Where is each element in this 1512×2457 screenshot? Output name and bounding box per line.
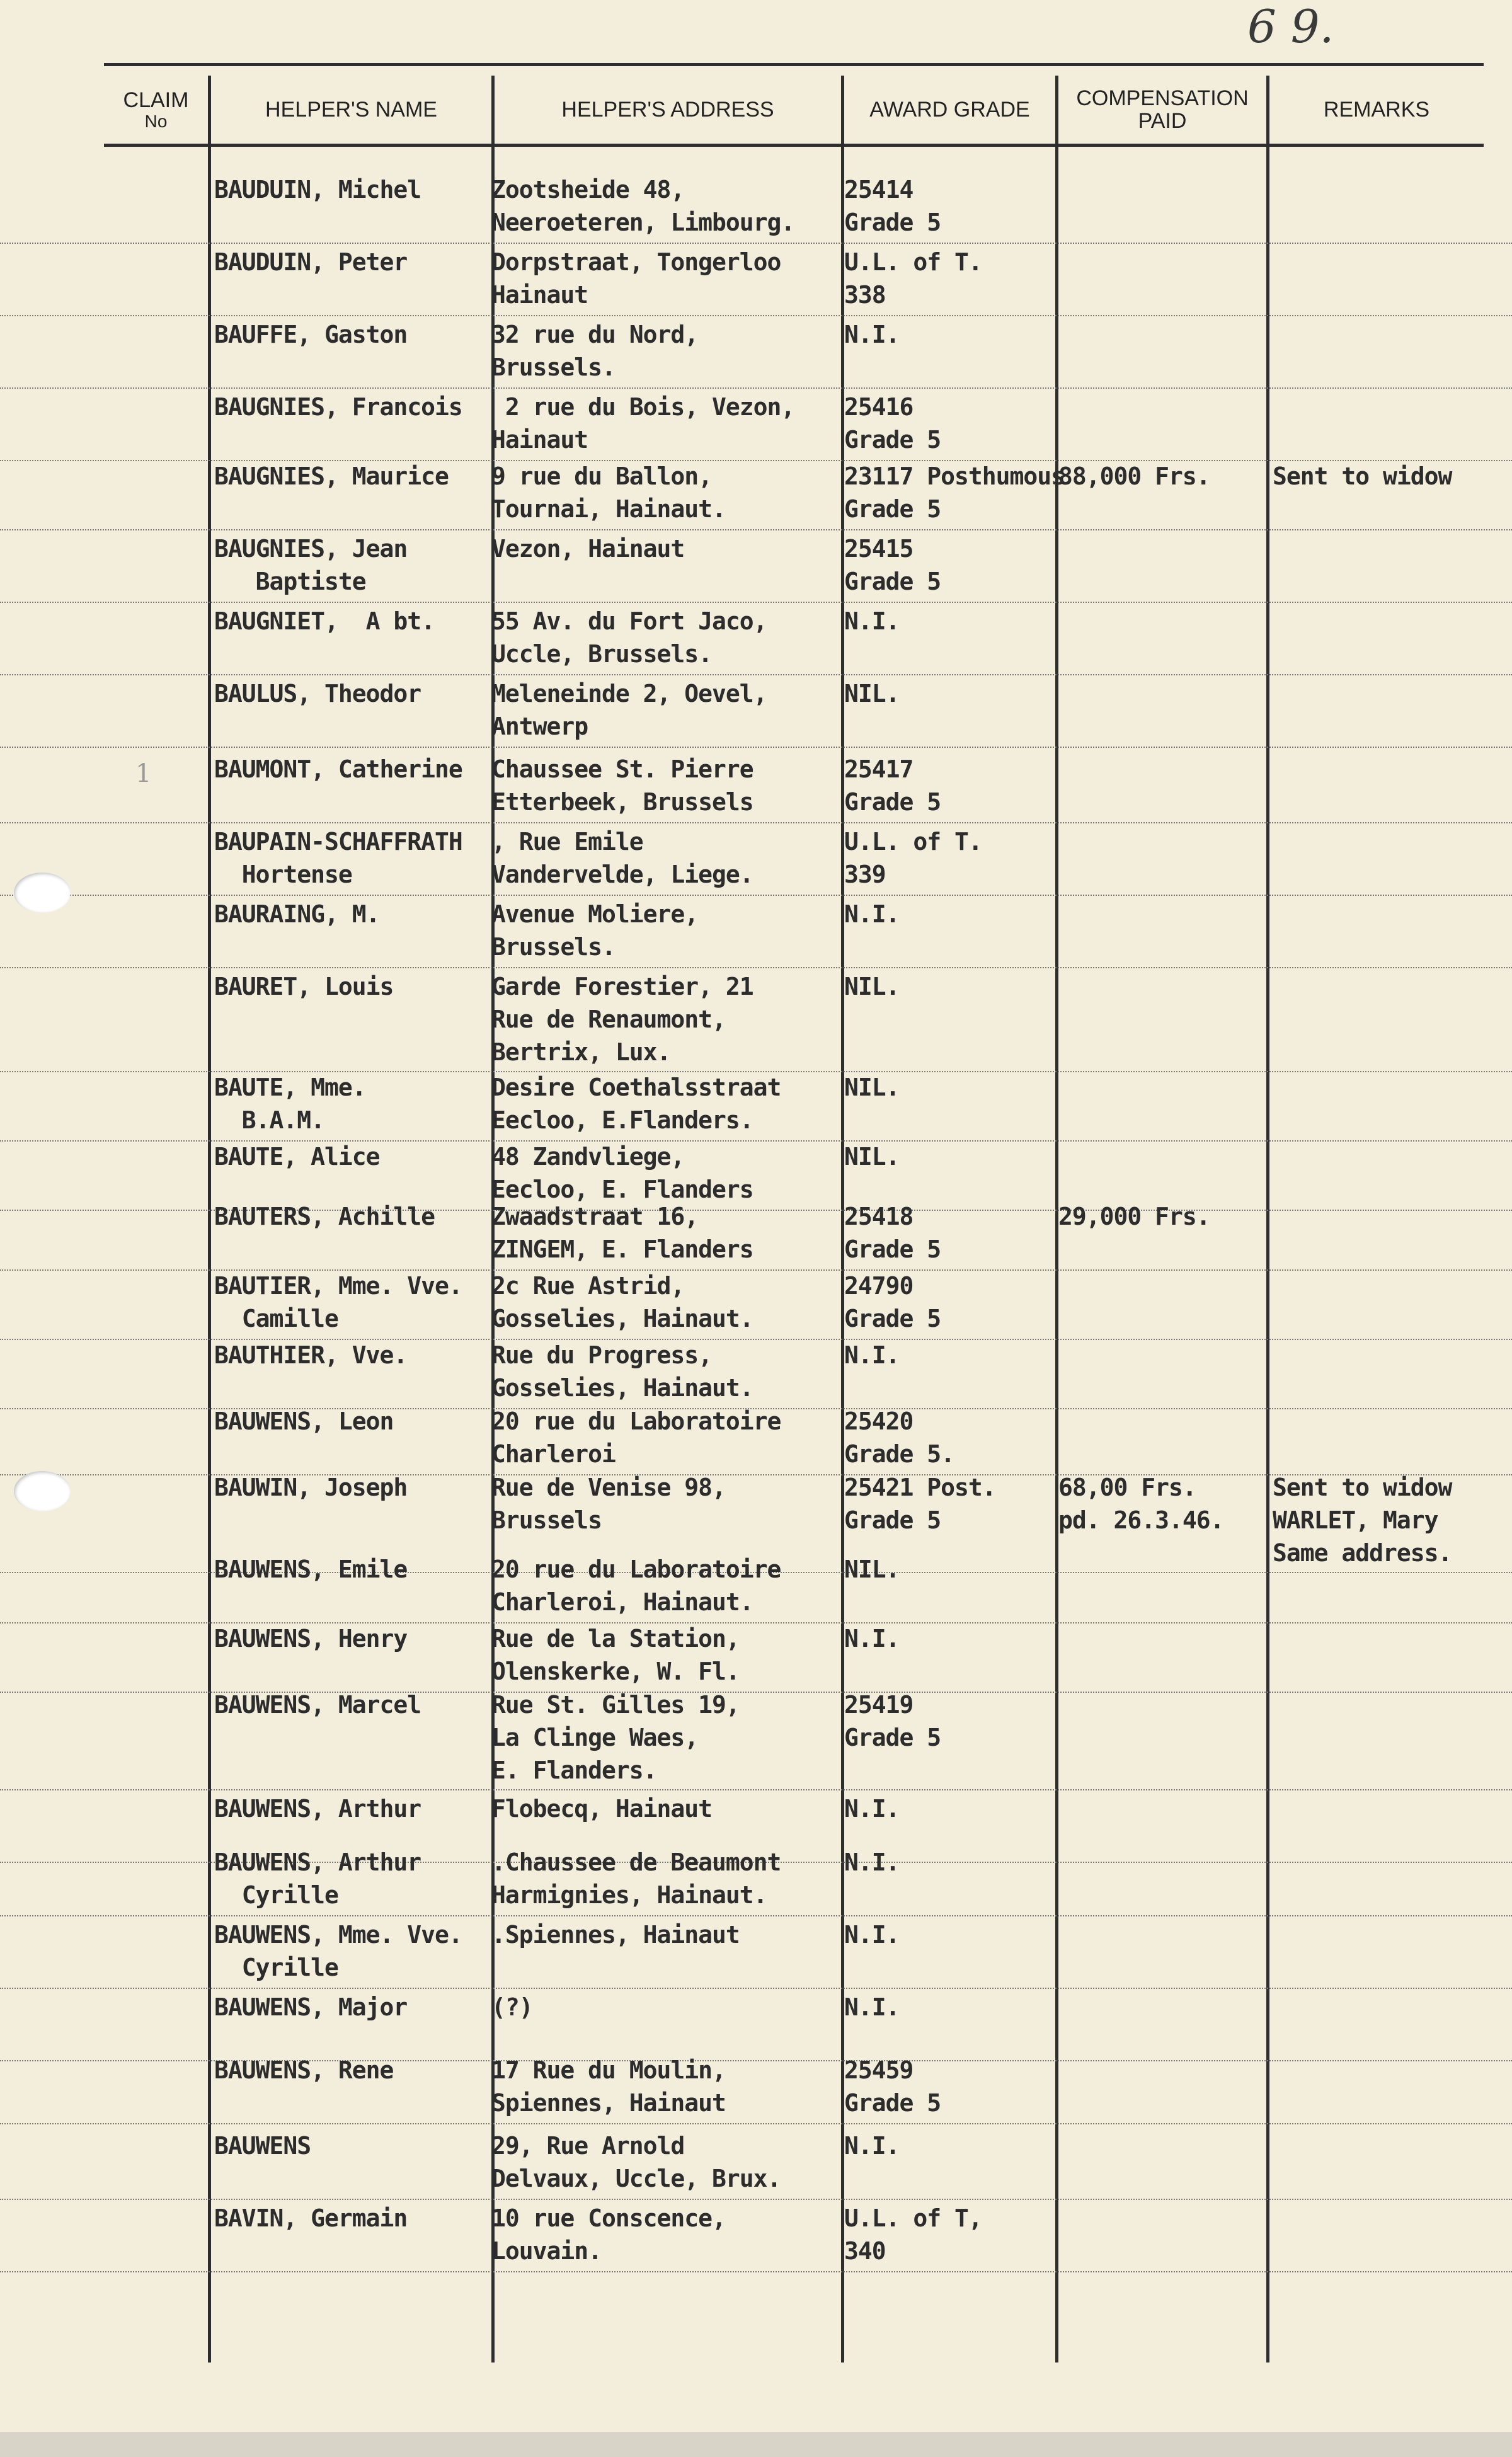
compensation-paid-line: pd. 26.3.46. [1058, 1506, 1224, 1534]
table-row [0, 1688, 1512, 1790]
header-claim-no: CLAIM No [123, 88, 189, 132]
helper-address-line: 17 Rue du Moulin, [491, 2056, 726, 2084]
helper-name-line: Cyrille [214, 1954, 338, 1981]
award-grade-line: 25419 [844, 1691, 914, 1719]
helper-address-line: 32 rue du Nord, [491, 321, 699, 348]
award-grade-cell [844, 1071, 1052, 1104]
award-grade-cell [844, 1622, 1052, 1655]
helper-name-cell [214, 1405, 485, 1438]
helper-address-cell [491, 1991, 844, 2024]
helper-name-line: BAVIN, Germain [214, 2204, 408, 2232]
table-row [0, 1071, 1512, 1142]
compensation-paid-line: 68,00 Frs. [1058, 1474, 1196, 1501]
helper-name-cell [214, 970, 485, 1003]
helper-address-line: Meleneinde 2, Oevel, [491, 680, 767, 707]
helper-name-line: BAUWIN, Joseph [214, 1474, 408, 1501]
header-helper-address: HELPER'S ADDRESS [561, 98, 774, 122]
helper-address-line: Desire Coethalsstraat [491, 1074, 781, 1101]
helper-name-line: BAUWENS, Mme. Vve. [214, 1921, 462, 1949]
award-grade-line: 339 [844, 861, 886, 888]
helper-name-cell [214, 318, 485, 351]
helper-address-cell [491, 173, 844, 239]
helper-name-line: BAUGNIES, Jean [214, 535, 408, 563]
table-row [0, 318, 1512, 389]
award-grade-line: Grade 5 [844, 2089, 941, 2117]
helper-name-line: Cyrille [214, 1881, 338, 1909]
helper-name-cell [214, 677, 485, 710]
compensation-paid-line: 29,000 Frs. [1058, 1203, 1210, 1230]
award-grade-cell [844, 1918, 1052, 1951]
helper-address-line: Charleroi, Hainaut. [491, 1588, 753, 1616]
award-grade-cell [844, 318, 1052, 351]
helper-name-line: BAUTE, Mme. [214, 1074, 366, 1101]
header-compensation-paid: COMPENSATION PAID [1076, 86, 1249, 133]
helper-name-line: B.A.M. [214, 1106, 325, 1134]
award-grade-cell [844, 2054, 1052, 2119]
helper-address-line: Hainaut [491, 281, 588, 309]
helper-address-cell [491, 1918, 844, 1951]
helper-address-line: Antwerp [491, 713, 588, 740]
award-grade-cell [844, 2129, 1052, 2162]
helper-name-cell [214, 391, 485, 423]
award-grade-cell [844, 1553, 1052, 1586]
award-grade-line: 23117 Posthumous [844, 462, 1065, 490]
helper-address-line: Louvain. [491, 2237, 602, 2265]
remarks-line: Sent to widow [1273, 462, 1452, 490]
helper-name-line: BAUWENS, Arthur [214, 1795, 421, 1823]
compensation-paid-cell [1058, 1471, 1266, 1537]
helper-name-line: BAULUS, Theodor [214, 680, 421, 707]
helper-address-line: Garde Forestier, 21 [491, 973, 753, 1000]
pencil-mark: 1 [135, 759, 152, 788]
award-grade-line: U.L. of T, [844, 2204, 982, 2232]
helper-name-cell [214, 1339, 485, 1372]
award-grade-cell [844, 1991, 1052, 2024]
award-grade-cell [844, 1846, 1052, 1879]
helper-name-cell [214, 1200, 485, 1233]
award-grade-line: N.I. [844, 1625, 900, 1652]
table-row [0, 1200, 1512, 1271]
helper-name-cell [214, 1991, 485, 2024]
compensation-paid-cell [1058, 1200, 1266, 1233]
table-row [0, 753, 1512, 823]
award-grade-cell [844, 970, 1052, 1003]
helper-address-cell [491, 1339, 844, 1404]
helper-name-line: BAUWENS, Rene [214, 2056, 394, 2084]
helper-address-cell [491, 2054, 844, 2119]
helper-name-line: BAUWENS, Leon [214, 1407, 394, 1435]
helper-name-cell [214, 460, 485, 493]
award-grade-line: Grade 5. [844, 1440, 955, 1468]
header-award-grade: AWARD GRADE [869, 98, 1030, 122]
award-grade-cell [844, 605, 1052, 638]
table-row [0, 825, 1512, 896]
helper-name-line: BAUTHIER, Vve. [214, 1341, 408, 1369]
award-grade-cell [844, 391, 1052, 456]
helper-address-line: Eecloo, E. Flanders [491, 1176, 753, 1203]
remarks-line: WARLET, Mary [1273, 1506, 1438, 1534]
helper-address-cell [491, 1622, 844, 1688]
helper-name-cell [214, 753, 485, 786]
table-row [0, 2202, 1512, 2272]
helper-address-line: Charleroi [491, 1440, 616, 1468]
helper-name-line: BAUMONT, Catherine [214, 755, 462, 783]
helper-address-line: 20 rue du Laboratoire [491, 1407, 781, 1435]
helper-address-line: Eecloo, E.Flanders. [491, 1106, 753, 1134]
helper-name-line: BAUPAIN-SCHAFFRATH [214, 828, 462, 856]
helper-address-line: Vezon, Hainaut [491, 535, 685, 563]
award-grade-cell [844, 1269, 1052, 1335]
award-grade-cell [844, 677, 1052, 710]
table-row [0, 970, 1512, 1072]
table-row [0, 1991, 1512, 2061]
helper-address-cell [491, 318, 844, 384]
helper-address-cell [491, 677, 844, 743]
helper-address-line: 10 rue Conscence, [491, 2204, 726, 2232]
page-number: 6 9. [1247, 0, 1334, 53]
helper-address-line: .Spiennes, Hainaut [491, 1921, 740, 1949]
table-row [0, 2129, 1512, 2200]
helper-name-line: BAUWENS, Marcel [214, 1691, 421, 1719]
helper-address-line: Rue St. Gilles 19, [491, 1691, 740, 1719]
helper-address-line: Uccle, Brussels. [491, 640, 713, 668]
award-grade-line: Grade 5 [844, 209, 941, 236]
helper-address-line: ZINGEM, E. Flanders [491, 1235, 753, 1263]
award-grade-cell [844, 753, 1052, 818]
award-grade-line: Grade 5 [844, 1724, 941, 1751]
award-grade-line: Grade 5 [844, 1305, 941, 1332]
table-row [0, 898, 1512, 968]
punch-hole-lower [14, 1471, 71, 1511]
helper-address-line: 29, Rue Arnold [491, 2132, 685, 2160]
award-grade-line: N.I. [844, 2132, 900, 2160]
award-grade-line: NIL. [844, 1143, 900, 1171]
award-grade-line: NIL. [844, 1555, 900, 1583]
helper-address-line: 9 rue du Ballon, [491, 462, 713, 490]
helper-address-line: 55 Av. du Fort Jaco, [491, 607, 767, 635]
award-grade-line: U.L. of T. [844, 828, 982, 856]
helper-name-line: BAUWENS [214, 2132, 311, 2160]
award-grade-line: Grade 5 [844, 495, 941, 523]
award-grade-cell [844, 1792, 1052, 1825]
helper-address-line: Rue de la Station, [491, 1625, 740, 1652]
award-grade-cell [844, 1471, 1052, 1537]
helper-name-cell [214, 1553, 485, 1586]
remarks-cell [1273, 460, 1512, 493]
helper-name-cell [214, 2129, 485, 2162]
award-grade-line: 340 [844, 2237, 886, 2265]
helper-address-line: Rue de Renaumont, [491, 1005, 726, 1033]
award-grade-line: 25418 [844, 1203, 914, 1230]
helper-address-line: Brussels. [491, 353, 616, 381]
award-grade-line: N.I. [844, 607, 900, 635]
helper-name-line: BAUGNIES, Maurice [214, 462, 449, 490]
helper-address-line: Gosselies, Hainaut. [491, 1305, 753, 1332]
helper-name-line: BAUWENS, Henry [214, 1625, 408, 1652]
helper-address-cell [491, 1269, 844, 1335]
helper-name-cell [214, 1071, 485, 1137]
helper-address-line: Brussels. [491, 933, 616, 961]
helper-address-line: La Clinge Waes, [491, 1724, 699, 1751]
helper-name-cell [214, 173, 485, 206]
helper-address-line: Rue de Venise 98, [491, 1474, 726, 1501]
helper-address-line: Gosselies, Hainaut. [491, 1374, 753, 1402]
award-grade-line: Grade 5 [844, 788, 941, 816]
helper-name-line: Camille [214, 1305, 338, 1332]
helper-address-cell [491, 1688, 844, 1787]
table-row [0, 1405, 1512, 1475]
helper-address-cell [491, 1471, 844, 1537]
helper-address-line: (?) [491, 1993, 533, 2021]
helper-address-line: Flobecq, Hainaut [491, 1795, 713, 1823]
header-remarks: REMARKS [1323, 98, 1430, 122]
helper-name-cell [214, 246, 485, 278]
helper-address-line: 2c Rue Astrid, [491, 1272, 685, 1300]
award-grade-line: Grade 5 [844, 1235, 941, 1263]
helper-address-cell [491, 532, 844, 565]
helper-address-line: Delvaux, Uccle, Brux. [491, 2165, 781, 2192]
award-grade-line: 25415 [844, 535, 914, 563]
remarks-line: Sent to widow [1273, 1474, 1452, 1501]
award-grade-line: N.I. [844, 1848, 900, 1876]
helper-address-line: Zootsheide 48, [491, 176, 685, 203]
award-grade-line: 24790 [844, 1272, 914, 1300]
helper-address-line: , Rue Emile [491, 828, 643, 856]
helper-address-cell [491, 1846, 844, 1911]
table-row [0, 1553, 1512, 1624]
award-grade-line: 25417 [844, 755, 914, 783]
award-grade-line: 25421 Post. [844, 1474, 996, 1501]
award-grade-line: Grade 5 [844, 426, 941, 454]
helper-name-cell [214, 1140, 485, 1173]
helper-address-cell [491, 1200, 844, 1266]
helper-name-line: Hortense [214, 861, 352, 888]
compensation-paid-line: 88,000 Frs. [1058, 462, 1210, 490]
helper-address-line: Rue du Progress, [491, 1341, 713, 1369]
helper-address-line: Chaussee St. Pierre [491, 755, 753, 783]
helper-address-cell [491, 825, 844, 891]
helper-address-line: Spiennes, Hainaut [491, 2089, 726, 2117]
helper-name-cell [214, 1471, 485, 1504]
award-grade-line: Grade 5 [844, 1506, 941, 1534]
table-row [0, 391, 1512, 461]
helper-name-cell [214, 825, 485, 891]
table-row [0, 460, 1512, 530]
helper-address-line: Tournai, Hainaut. [491, 495, 726, 523]
table-row [0, 605, 1512, 675]
award-grade-line: N.I. [844, 1341, 900, 1369]
helper-address-line: .Chaussee de Beaumont [491, 1848, 781, 1876]
table-row [0, 246, 1512, 316]
helper-name-line: BAUFFE, Gaston [214, 321, 408, 348]
award-grade-line: 338 [844, 281, 886, 309]
award-grade-line: NIL. [844, 1074, 900, 1101]
helper-address-cell [491, 753, 844, 818]
award-grade-cell [844, 1200, 1052, 1266]
award-grade-line: Grade 5 [844, 568, 941, 595]
helper-address-line: Hainaut [491, 426, 588, 454]
award-grade-line: N.I. [844, 1993, 900, 2021]
helper-address-line: Bertrix, Lux. [491, 1038, 671, 1066]
award-grade-cell [844, 825, 1052, 891]
helper-name-line: BAURET, Louis [214, 973, 394, 1000]
helper-address-cell [491, 898, 844, 963]
helper-address-cell [491, 2129, 844, 2195]
table-row [0, 1622, 1512, 1693]
helper-name-line: Baptiste [214, 568, 366, 595]
table-row [0, 2054, 1512, 2124]
helper-name-cell [214, 898, 485, 931]
award-grade-cell [844, 532, 1052, 598]
helper-name-line: BAUDUIN, Peter [214, 248, 408, 276]
helper-address-cell [491, 970, 844, 1068]
helper-address-line: Dorpstraat, Tongerloo [491, 248, 781, 276]
helper-address-cell [491, 1792, 844, 1825]
punch-hole-upper [14, 873, 71, 913]
award-grade-line: N.I. [844, 1921, 900, 1949]
compensation-paid-cell [1058, 460, 1266, 493]
helper-address-line: Zwaadstraat 16, [491, 1203, 699, 1230]
helper-name-line: BAUTERS, Achille [214, 1203, 435, 1230]
helper-name-cell [214, 1792, 485, 1825]
helper-name-cell [214, 1269, 485, 1335]
helper-address-cell [491, 1553, 844, 1618]
award-grade-cell [844, 246, 1052, 311]
remarks-line: Same address. [1273, 1539, 1452, 1567]
helper-address-line: Avenue Moliere, [491, 900, 699, 928]
helper-name-line: BAUDUIN, Michel [214, 176, 421, 203]
helper-address-line: Harmignies, Hainaut. [491, 1881, 767, 1909]
header-top-rule [104, 63, 1484, 66]
helper-address-cell [491, 2202, 844, 2267]
helper-address-cell [491, 391, 844, 456]
header-helper-name: HELPER'S NAME [265, 98, 437, 122]
table-row [0, 532, 1512, 603]
award-grade-cell [844, 460, 1065, 525]
helper-name-cell [214, 605, 485, 638]
award-grade-cell [844, 1140, 1052, 1173]
award-grade-line: 25459 [844, 2056, 914, 2084]
helper-name-line: BAUTIER, Mme. Vve. [214, 1272, 462, 1300]
helper-name-cell [214, 2054, 485, 2087]
award-grade-cell [844, 1339, 1052, 1372]
helper-name-line: BAUGNIET, A bt. [214, 607, 435, 635]
helper-address-cell [491, 246, 844, 311]
award-grade-cell [844, 898, 1052, 931]
helper-address-line: 2 rue du Bois, Vezon, [491, 393, 795, 421]
award-grade-line: N.I. [844, 900, 900, 928]
helper-name-cell [214, 532, 485, 598]
helper-address-cell [491, 1405, 844, 1470]
award-grade-line: 25420 [844, 1407, 914, 1435]
helper-address-line: Etterbeek, Brussels [491, 788, 753, 816]
award-grade-line: NIL. [844, 973, 900, 1000]
helper-name-cell [214, 1846, 485, 1911]
helper-name-cell [214, 1688, 485, 1721]
table-row [0, 1269, 1512, 1340]
helper-name-line: BAUGNIES, Francois [214, 393, 462, 421]
helper-address-line: Vandervelde, Liege. [491, 861, 753, 888]
table-row [0, 1339, 1512, 1409]
helper-address-line: Neeroeteren, Limbourg. [491, 209, 795, 236]
helper-name-line: BAUWENS, Major [214, 1993, 408, 2021]
helper-address-cell [491, 605, 844, 670]
table-row [0, 1918, 1512, 1989]
award-grade-cell [844, 1405, 1052, 1470]
helper-name-line: BAUTE, Alice [214, 1143, 380, 1171]
award-grade-line: 25416 [844, 393, 914, 421]
helper-address-line: Brussels [491, 1506, 602, 1534]
helper-name-cell [214, 2202, 485, 2235]
helper-address-cell [491, 1140, 844, 1206]
helper-name-line: BAUWENS, Arthur [214, 1848, 435, 1876]
helper-address-cell [491, 460, 844, 525]
award-grade-line: 25414 [844, 176, 914, 203]
award-grade-cell [844, 173, 1052, 239]
table-row [0, 1846, 1512, 1916]
award-grade-line: N.I. [844, 321, 900, 348]
helper-name-cell [214, 1622, 485, 1655]
helper-address-cell [491, 1071, 844, 1137]
award-grade-line: NIL. [844, 680, 900, 707]
award-grade-cell [844, 1688, 1052, 1754]
table-row [0, 677, 1512, 748]
award-grade-line: U.L. of T. [844, 248, 982, 276]
table-row [0, 173, 1512, 244]
helper-name-line: BAURAING, M. [214, 900, 380, 928]
helper-address-line: 48 Zandvliege, [491, 1143, 685, 1171]
award-grade-cell [844, 2202, 1052, 2267]
helper-name-cell [214, 1918, 485, 1984]
helper-name-line: BAUWENS, Emile [214, 1555, 408, 1583]
helper-address-line: 20 rue du Laboratoire [491, 1555, 781, 1583]
helper-address-line: E. Flanders. [491, 1756, 657, 1784]
award-grade-line: N.I. [844, 1795, 900, 1823]
helper-address-line: Olenskerke, W. Fl. [491, 1658, 740, 1685]
